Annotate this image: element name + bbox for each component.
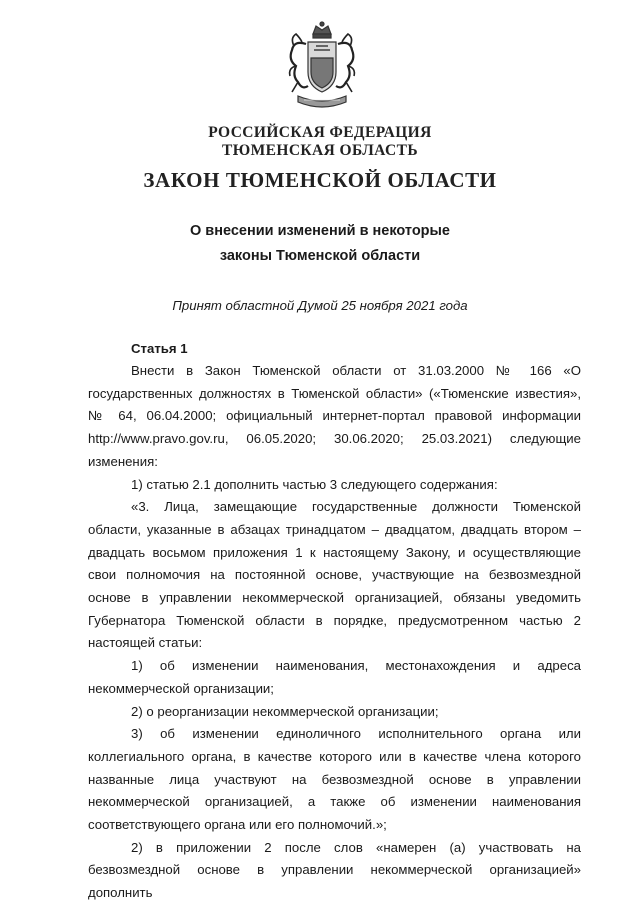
paragraph: 2) в приложении 2 после слов «намерен (а) участвовать на безвозмездной основе в управлении некоммерческой организацией» дополнить (88, 839, 581, 901)
adoption-note: Принят областной Думой 25 ноября 2021 года (172, 298, 468, 313)
region-heading: ТЮМЕНСКАЯ ОБЛАСТЬ (222, 142, 418, 159)
law-title-line-2: законы Тюменской области (219, 248, 421, 264)
document-type-heading: ЗАКОН ТЮМЕНСКОЙ ОБЛАСТИ (143, 168, 497, 192)
coat-of-arms-icon (280, 20, 364, 116)
paragraph: 1) об изменении наименования, местонахождения и адреса некоммерческой организации; (88, 658, 581, 696)
article-body (88, 360, 581, 905)
paragraph: 2) о реорганизации некоммерческой организации; (131, 703, 439, 719)
law-title-line-1: О внесении изменений в некоторые (190, 223, 450, 239)
article-heading: Статья 1 (131, 341, 188, 356)
paragraph: 1) статью 2.1 дополнить частью 3 следующего содержания: (131, 476, 498, 492)
country-heading: РОССИЙСКАЯ ФЕДЕРАЦИЯ (208, 124, 432, 141)
paragraph: Внести в Закон Тюменской области от 31.03.2000 № 166 «О государственных должностях в Тюменской области» («Тюменские известия», № 64, 06.04.2000; официальный интернет-портал правовой информации http://www.pravo.gov.ru, 06.05.2020; 30.06.2020; 25.03.2021) следующие изменения: (88, 363, 581, 469)
paragraph: 3) об изменении единоличного исполнительного органа или коллегиального органа, в качестве которого или в качестве члена которого названные лица участвуют на безвозмездной основе в управлении некоммерческой организацией, а также об изменении наименования соответствующего органа или его полномочий.»; (88, 726, 581, 833)
paragraph: «3. Лица, замещающие государственные должности Тюменской области, указанные в абзацах тринадцатом – двадцатом, двадцать втором – двадцать восьмом приложения 1 к настоящему Закону, и осуществляющие свои полномочия на постоянной основе, участвующие на безвозмездной основе в управлении некоммерческой организацией, обязаны уведомить Губернатора Тюменской области в порядке, предусмотренном частью 2 настоящей статьи: (88, 499, 581, 651)
